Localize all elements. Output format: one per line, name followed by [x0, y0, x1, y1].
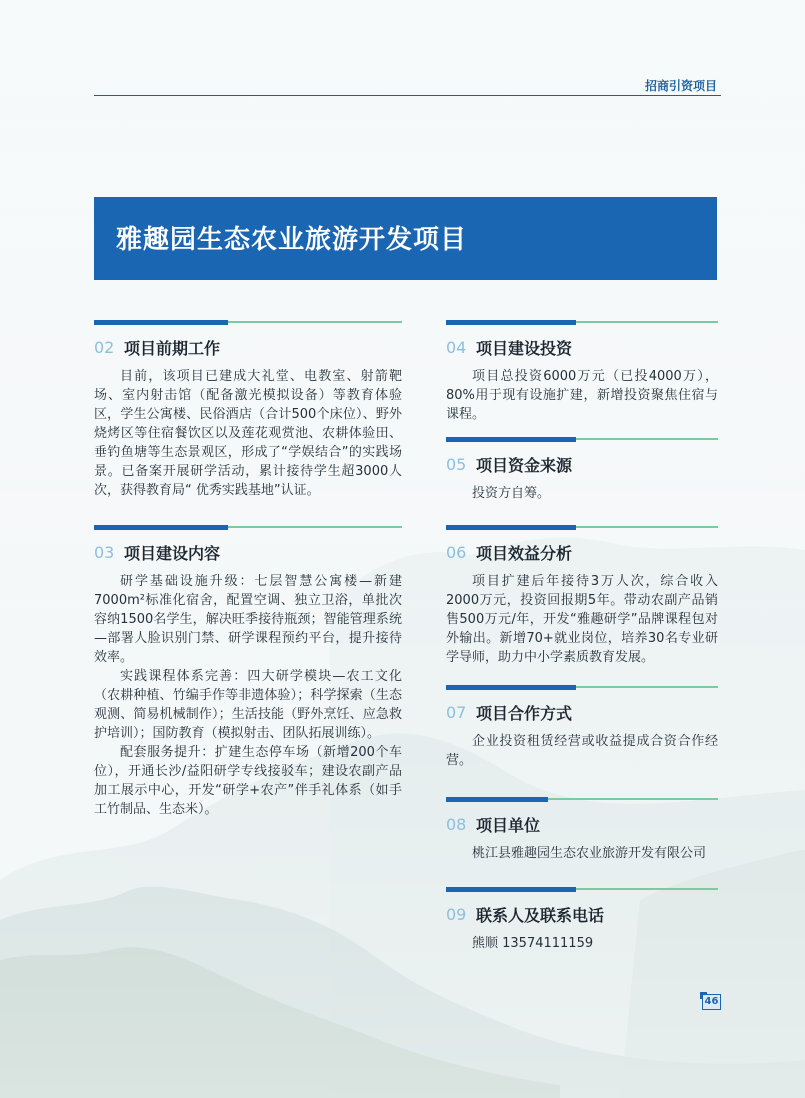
paragraph: 桃江县雅趣园生态农业旅游开发有限公司 — [472, 846, 707, 861]
section-body — [94, 572, 402, 819]
paragraph: 配套服务提升：扩建生态停车场（新增200个车位），开通长沙/益阳研学专线接驳车；建设农副产品加工展示中心，开发“研学+农产”伴手礼体系（如手工竹制品、生态米）。 — [94, 745, 402, 817]
section-rule — [446, 525, 718, 529]
section-body — [446, 934, 718, 953]
section-09 — [446, 887, 718, 953]
section-body — [446, 732, 718, 770]
section-title: 项目资金来源 — [476, 456, 573, 475]
section-number: 09 — [446, 905, 467, 924]
paragraph: 项目总投资6000万元（已投4000万），80%用于现有设施扩建，新增投资聚焦住宿与课程。 — [446, 369, 718, 422]
section-title: 项目效益分析 — [476, 544, 573, 563]
section-rule — [94, 525, 402, 529]
section-02 — [94, 320, 402, 500]
page-title: 雅趣园生态农业旅游开发项目 — [116, 225, 468, 255]
section-title: 联系人及联系电话 — [476, 906, 605, 925]
section-number: 08 — [446, 815, 467, 834]
section-05 — [446, 437, 718, 503]
paragraph: 投资方自筹。 — [472, 486, 551, 501]
section-08 — [446, 797, 718, 863]
paragraph: 研学基础设施升级：七层智慧公寓楼—新建7000m²标准化宿舍，配置空调、独立卫浴，单批次容纳1500名学生，解决旺季接待瓶颈；智能管理系统—部署人脸识别门禁、研学课程预约平台，提升接待效率。 — [94, 574, 402, 665]
section-number: 02 — [94, 338, 115, 357]
section-07 — [446, 685, 718, 770]
paragraph: 目前，该项目已建成大礼堂、电教室、射箭靶场、室内射击馆（配备激光模拟设备）等教育体验区，学生公寓楼、民俗酒店（合计500个床位）、野外烧烤区等住宿餐饮区以及莲花观赏池、农耕体验田、垂钓鱼塘等生态景观区，形成了“学娱结合”的实践场景。已备案开展研学活动，累计接待学生超3000人次，获得教育局“ 优秀实践基地”认证。 — [94, 369, 402, 498]
section-rule — [94, 320, 402, 324]
paragraph: 实践课程体系完善：四大研学模块—农工文化（农耕种植、竹编手作等非遗体验）；科学探索（生态观测、简易机械制作）；生活技能（野外烹饪、应急救护培训）；国防教育（模拟射击、团队拓展训练）。 — [94, 669, 402, 741]
paragraph: 熊顺 13574111159 — [472, 936, 594, 951]
section-number: 03 — [94, 543, 115, 562]
section-title: 项目合作方式 — [476, 704, 573, 723]
section-body — [446, 367, 718, 424]
section-body — [446, 484, 718, 503]
page-number: 46 — [702, 994, 721, 1010]
section-number: 06 — [446, 543, 467, 562]
section-rule — [446, 437, 718, 441]
section-title: 项目前期工作 — [124, 339, 221, 358]
section-title: 项目单位 — [476, 816, 541, 835]
paragraph: 企业投资租赁经营或收益提成合资合作经营。 — [446, 734, 718, 768]
section-number: 07 — [446, 703, 467, 722]
section-rule — [446, 797, 718, 801]
section-rule — [446, 320, 718, 324]
title-banner — [94, 197, 717, 280]
section-04 — [446, 320, 718, 424]
section-rule — [446, 887, 718, 891]
section-number: 04 — [446, 338, 467, 357]
section-06 — [446, 525, 718, 667]
section-body — [446, 572, 718, 667]
section-rule — [446, 685, 718, 689]
section-title: 项目建设内容 — [124, 544, 221, 563]
section-title: 项目建设投资 — [476, 339, 573, 358]
section-body — [446, 844, 718, 863]
section-03 — [94, 525, 402, 819]
paragraph: 项目扩建后年接待3万人次，综合收入2000万元，投资回报期5年。带动农副产品销售500万元/年，开发“雅趣研学”品牌课程包对外输出。新增70+就业岗位，培养30名专业研学导师，助力中小学素质教育发展。 — [446, 574, 718, 665]
section-body — [94, 367, 402, 500]
section-number: 05 — [446, 455, 467, 474]
header-divider — [94, 95, 721, 96]
header-section-title: 招商引资项目 — [644, 79, 717, 93]
